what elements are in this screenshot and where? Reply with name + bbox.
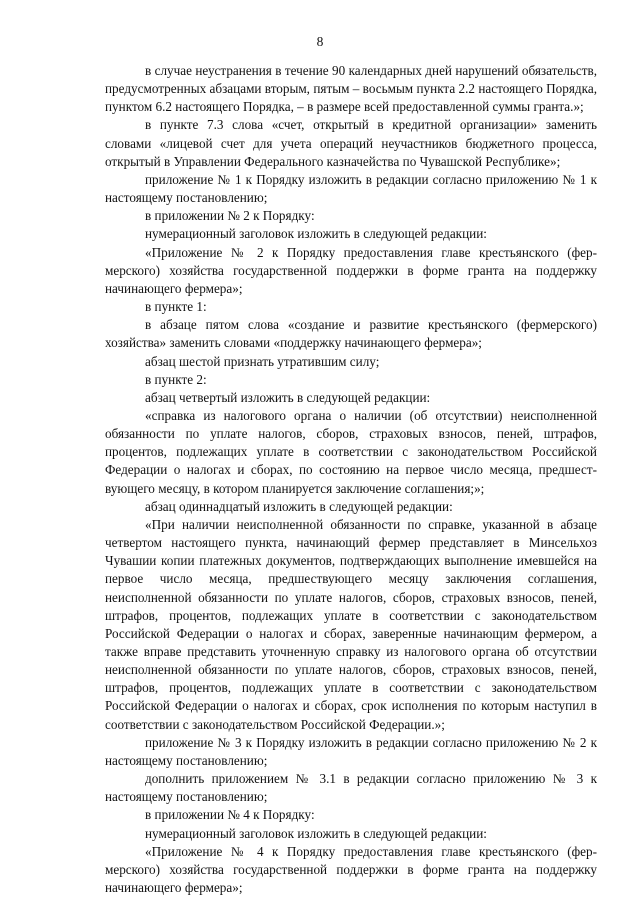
paragraph: в пункте 7.3 слова «счет, открытый в кредитной организации» заменить словами «лицевой счет для учета операций неучастников бюджетного процесса, открытый в Управлении Федерального казначейства по Чувашской Республике»;: [105, 117, 597, 169]
page-number: 8: [316, 34, 324, 49]
paragraph: абзац шестой признать утратившим силу;: [145, 353, 380, 369]
paragraph: в случае неустранения в течение 90 календарных дней нарушений обязательств, предусмотренных абзацами вторым, пятым – восьмым пункта 2.2 настоящего Порядка, пунктом 6.2 настоящего Порядка, – в размере всей предоставленной суммы гранта.»;: [105, 63, 597, 115]
paragraph: «При наличии неисполненной обязанности по справке, указанной в абзаце четвертом настоящего пункта, начинающий фермер представляет в Минсельхоз Чувашии копии платежных документов, подтверждающих выполнение имевшейся на первое число месяца, предшествующего месяцу заключения соглашения, неисполненной обязанности по уплате налогов, сборов, страховых взносов, пеней, штрафов, процентов, подлежащих уплате в соответствии с законодательством Российской Федерации о налогах и сборах, заверенные начинающим фермером, а также вправе представить уточненную справку из налогового органа об отсутствии неисполненной обязанности по уплате налогов, сборов, страховых взносов, пеней, штрафов, процентов, подлежащих уплате в соответствии с законодательством Российской Федерации о налогах и сборах, срок исполнения по которым наступил в соответствии с законодательством Российской Федерации.»;: [105, 516, 597, 732]
paragraph: «справка из налогового органа о наличии (об отсутствии) неисполненной обязанности по уплате налогов, сборов, страховых взносов, пеней, штрафов, процентов, подлежащих уплате в соответствии с законодательством Российской Федерации о налогах и сборах, по состоянию на первое число месяца, предшествующего месяцу, в котором планируется заключение соглашения;»;: [105, 407, 597, 496]
paragraph: абзац четвертый изложить в следующей редакции:: [145, 389, 431, 405]
paragraph: «Приложение № 4 к Порядку предоставления главе крестьянского (фермерского) хозяйства государственной поддержки в форме гранта на поддержку начинающего фермера»;: [105, 843, 597, 896]
document-body: [105, 62, 597, 897]
paragraph: в приложении № 2 к Порядку:: [145, 208, 315, 224]
paragraph: в приложении № 4 к Порядку:: [145, 807, 315, 823]
paragraph: нумерационный заголовок изложить в следующей редакции:: [145, 226, 487, 242]
paragraph: нумерационный заголовок изложить в следующей редакции:: [145, 825, 487, 841]
paragraph: «Приложение № 2 к Порядку предоставления главе крестьянского (фермерского) хозяйства государственной поддержки в форме гранта на поддержку начинающего фермера»;: [105, 244, 597, 296]
paragraph: дополнить приложением № 3.1 в редакции согласно приложению № 3 к настоящему постановлению;: [105, 771, 597, 805]
paragraph: в пункте 2:: [145, 371, 207, 387]
paragraph: приложение № 1 к Порядку изложить в редакции согласно приложению № 1 к настоящему постановлению;: [105, 171, 597, 206]
paragraph: в абзаце пятом слова «создание и развитие крестьянского (фермерского) хозяйства» заменить словами «поддержку начинающего фермера»;: [105, 317, 597, 351]
paragraph: абзац одиннадцатый изложить в следующей редакции:: [145, 498, 453, 514]
paragraph: в пункте 1:: [145, 299, 207, 315]
paragraph: приложение № 3 к Порядку изложить в редакции согласно приложению № 2 к настоящему постановлению;: [105, 734, 597, 768]
